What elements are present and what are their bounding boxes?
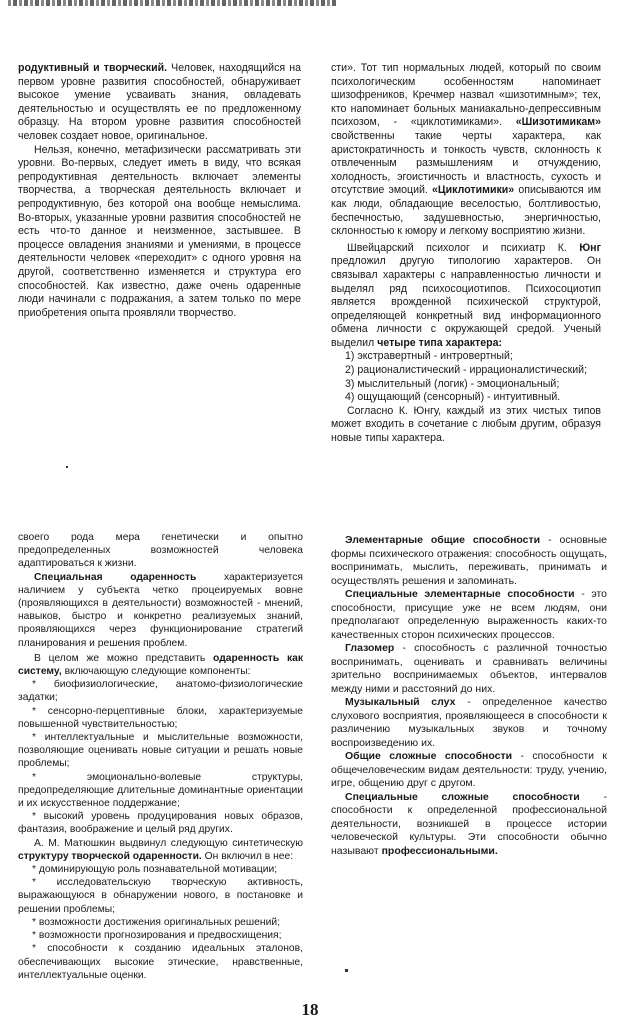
paragraph-text: характеризуется наличием у субъекта четко процеируемых вовне (проявляющихся в деятельности) возможностей - мнений, навыков, быстро и конкретно реализуемых знаний, проявляющихся через функционирование стратегий планирования и решения проблем. xyxy=(18,571,303,649)
list-item: * высокий уровень продуцирования новых образов, фантазия, воображение и целый ряд других. xyxy=(18,811,303,836)
bold-term: Музыкальный слух xyxy=(345,696,456,708)
bold-term: Специальные элементарные способности xyxy=(345,588,575,600)
column-top-right xyxy=(331,62,601,446)
list-item: * возможности прогнозирования и предвосхищения; xyxy=(32,930,282,942)
paragraph-text: Человек, находящийся на первом уровне развития способностей, обнаруживает высокое умение усваивать знания, овладевать деятельностью и осуществлять ее по предложенному образцу. На втором уровне развития способностей человек создает новое, оригинальное. xyxy=(18,62,301,142)
list-item: * исследовательскую творческую активность, выражающуюся в обнаружении нового, в постановке и решении проблемы; xyxy=(18,877,303,915)
paragraph xyxy=(331,588,607,642)
paragraph-text: - способности к общечеловеческим видам деятельности: труду, учению, игре, общению друг с другом. xyxy=(331,750,607,789)
paragraph xyxy=(18,144,301,321)
paragraph xyxy=(331,750,607,791)
paragraph-text: включающую следующие компоненты: xyxy=(61,666,251,678)
paragraph-text: предложил другую типологию характеров. Он связывал характеры с направленностью личности и выделял ряд психосоциотипов. Психосоциотип является врожденной психической структурой, определяющей конкретный вид информационного обмена личности с окружающей средой. Ученый выделил xyxy=(331,255,601,349)
bold-term: Специальная одаренность xyxy=(34,571,197,583)
scan-speck xyxy=(66,466,68,468)
bold-term: структуру творческой одаренности. xyxy=(18,850,202,862)
list-item: * возможности достижения оригинальных решений; xyxy=(32,916,280,928)
paragraph xyxy=(18,571,303,650)
paragraph xyxy=(331,534,607,588)
scan-header-artifact xyxy=(8,0,338,6)
paragraph xyxy=(18,837,303,863)
bold-term: профессиональными. xyxy=(381,844,498,857)
list-item: * эмоционально-волевые структуры, предопределяющие длительные доминантные ориентации и их искусственное поддержание; xyxy=(18,771,303,810)
list-item: * биофизиологические, анатомо-физиологические задатки; xyxy=(18,679,303,704)
bold-term: родуктивный и творческий. xyxy=(18,62,168,74)
bold-term: Общие сложные способности xyxy=(345,750,513,762)
column-bottom-left xyxy=(18,531,303,982)
list-item: 2) рационалистический - иррационалистический; xyxy=(345,364,588,377)
list-item: 4) ощущающий (сенсорный) - интуитивный. xyxy=(345,391,561,404)
paragraph xyxy=(331,791,607,859)
list-item: 1) экстравертный - интровертный; xyxy=(345,350,513,363)
paragraph xyxy=(331,642,607,696)
bold-term: одаренность как систему, xyxy=(18,652,303,678)
bold-term: четыре типа характера: xyxy=(377,336,502,349)
bold-term: Юнг xyxy=(579,241,601,254)
paragraph-text: - определенное качество слухового восприятия, проявляющееся в способности к различению музыкальных звуков и точному воспроизведению их. xyxy=(331,696,608,749)
paragraph: своего рода мера генетически и опытно предопределенных возможностей человека адаптироваться к жизни. xyxy=(18,532,303,570)
paragraph xyxy=(331,242,601,351)
paragraph-text: сти». Тот тип нормальных людей, который по своим психологическим особенностям напоминает шизофреников, Кречмер назвал «шизотимным»; тех, кто напоминает больных маниакально-депрессивным психозом, - «циклотимиками». xyxy=(331,62,601,129)
column-top-left xyxy=(18,62,301,320)
bold-term: «Шизотимикам» xyxy=(515,116,601,129)
page-number: 18 xyxy=(301,1000,319,1019)
paragraph-text: описываются им как люди, обладающие веселостью, болтливостью, беспечностью, задушевностью, энергичностью, склонностью к юмору и легкому восприятию жизни. xyxy=(331,184,601,238)
list-item: * сенсорно-перцептивные блоки, характеризуемые повышенной чувствительностью; xyxy=(18,705,303,730)
paragraph-text: А. М. Матюшкин выдвинул следующую синтетическую xyxy=(34,837,303,849)
paragraph-text: - основные формы психического отражения: способность ощущать, воспринимать, мыслить, переживать, принимать и осуществлять решения и запоминать. xyxy=(331,534,607,587)
list-item: 3) мыслительный (логик) - эмоциональный; xyxy=(345,377,560,390)
bold-term: Глазомер xyxy=(345,642,395,654)
paragraph: Согласно К. Юнгу, каждый из этих чистых типов может входить в сочетание с любым другим, образуя новые типы характера. xyxy=(331,404,601,445)
list-item: * доминирующую роль познавательной мотивации; xyxy=(32,864,278,876)
paragraph-text: Нельзя, конечно, метафизически рассматривать эти уровни. Во-первых, следует иметь в виду, что всякая репродуктивная деятельность включает элементы творчества, а творческая деятельность включает и репродуктивную, без которой она вообще немыслима. Во-вторых, указанные уровни развития способностей не есть что-то данное и неизменное, застывшее. В процессе овладения знаниями и умениями, в процессе деятельности человек «переходит» с одного уровня на другой, соответственно изменяется и структура его способностей. Как известно, даже очень одаренные люди начинали с подражания, а затем только по мере приобретения опыта проявляли творчество. xyxy=(18,143,301,319)
paragraph-text: - способности к определенной профессиональной деятельности, возникшей в процессе истории человеческой культуры. Эти способности обычно называют xyxy=(331,790,607,857)
bold-term: «Циклотимики» xyxy=(432,184,515,197)
paragraph-text: - это способности, присущие уже не всем людям, они предполагают определенную выраженность каких-то качественных сторон психических процессов. xyxy=(331,588,607,641)
paragraph-text: Он включил в нее: xyxy=(201,850,294,862)
paragraph-text: - способность с различной точностью воспринимать, оценивать и сравнивать величины зрительно воспринимаемых объектов, интервалов между ними и расстояний до них. xyxy=(331,642,607,695)
paragraph xyxy=(18,62,301,144)
column-bottom-right xyxy=(331,534,607,858)
paragraph-text: Швейцарский психолог и психиатр К. xyxy=(347,241,580,254)
scan-speck xyxy=(345,969,348,972)
paragraph xyxy=(18,652,303,678)
list-item: * интеллектуальные и мыслительные возможности, позволяющие оценивать новые ситуации и решать новые проблемы; xyxy=(18,732,303,770)
bold-term: Элементарные общие способности xyxy=(345,534,541,546)
paragraph-text: В целом же можно представить xyxy=(34,652,214,664)
bold-term: Специальные сложные способности xyxy=(345,790,580,803)
paragraph xyxy=(331,696,607,750)
paragraph-text: свойственны такие черты характера, как аристократичность и тонкость чувств, склонность к отвлеченным размышлениям и отчуждению, холодность, эгоистичность и властность, сухость и отсутствие эмоций. xyxy=(331,129,601,197)
paragraph xyxy=(331,62,601,239)
list-item: * способности к созданию идеальных эталонов, обеспечивающих высокие этические, нравственные, интеллектуальные оценки. xyxy=(18,943,303,981)
